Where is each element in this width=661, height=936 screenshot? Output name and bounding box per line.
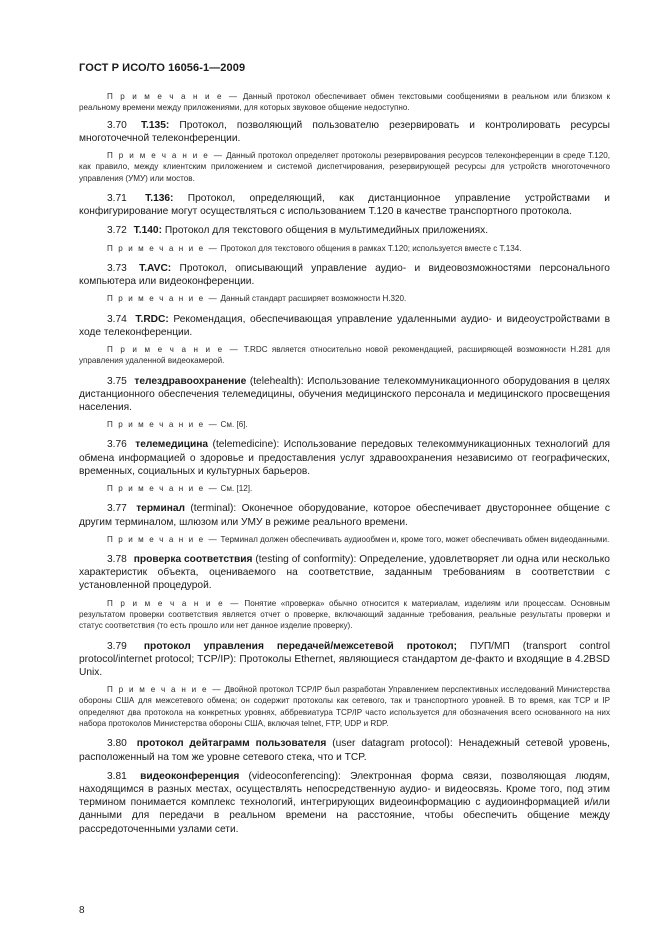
term-number: 3.75 — [107, 375, 127, 387]
note-paragraph — [79, 243, 610, 254]
term-number: 3.81 — [107, 770, 127, 782]
term-definition — [79, 640, 610, 680]
note-text: Данный протокол определяет протоколы резервирования ресурсов телеконференции в среде T.120, как правило, между клиентским приложением и системой диспетчирования, резервирующей ресурсы для устройств многоточечного управления (УМУ) или мостов. — [79, 151, 611, 183]
note-label: П р и м е ч а н и е — — [107, 484, 219, 494]
note-paragraph — [79, 419, 610, 430]
note-text: Данный стандарт расширяет возможности H.320. — [220, 294, 407, 304]
note-paragraph — [79, 534, 610, 545]
note-text: Данный протокол обеспечивает обмен текстовыми сообщениями в реальном или близком к реальному времени между приложениями, для которых звуковое общение недоступно. — [79, 92, 610, 113]
term-name: терминал — [136, 503, 186, 515]
note-text: Двойной протокол TCP/IP был разработан Управлением перспективных исследований Министерства обороны США для межсетевого обмена; он содержит протоколы как сетевого, так и транспортного уровней. В то время, как TCP и IP определяют два протокола на конкретных уровнях, аббревиатура TCP/IP часто используется для обозначения всего основанного на них набора протоколов Министерства обороны США, включая telnet, FTP, UDP и RDP. — [79, 685, 611, 729]
note-label: П р и м е ч а н и е — — [107, 294, 219, 304]
page-number: 8 — [79, 905, 85, 916]
term-definition — [79, 262, 610, 288]
note-text: Терминал должен обеспечивать аудиообмен и, кроме того, может обеспечивать обмен видеоданными. — [220, 534, 610, 544]
note-label: П р и м е ч а н и е — — [107, 685, 223, 695]
term-number: 3.77 — [107, 503, 127, 515]
term-text: Протокол, описывающий управление аудио- и видеовозможностями персонального компьютера или видеоконференции. — [79, 262, 610, 287]
term-text: (testing of conformity): Определение, удовлетворяет ли одна или несколько характеристик объекта, оцениваемого на соответствие, заданным требованиям в соответствии с установленной процедурой. — [79, 554, 610, 592]
note-text: См. [6]. — [220, 420, 248, 430]
note-paragraph — [79, 598, 610, 632]
note-label: П р и м е ч а н и е — — [107, 420, 219, 430]
term-name: проверка соответствия — [133, 554, 253, 566]
term-name: телемедицина — [135, 439, 209, 451]
term-number: 3.73 — [107, 262, 127, 274]
term-name: протокол управления передачей/межсетевой протокол; — [143, 640, 458, 652]
term-text: (user datagram protocol): Ненадежный сетевой уровень, расположенный на том же уровне сетевого стека, что и TCP. — [79, 738, 610, 763]
term-name: T.140: — [133, 225, 162, 237]
note-text: Протокол для текстового общения в рамках T.120; используется вместе с T.134. — [220, 243, 522, 253]
note-paragraph — [79, 483, 610, 494]
term-name: протокол дейтаграмм пользователя — [136, 738, 327, 750]
note-label: П р и м е ч а н и е — — [107, 92, 239, 101]
note-paragraph — [79, 150, 610, 184]
term-name: T.AVC: — [139, 262, 172, 274]
term-text: Протокол для текстового общения в мультимедийных приложениях. — [164, 225, 489, 237]
term-definition — [79, 313, 610, 339]
note-paragraph — [79, 684, 610, 729]
term-name: T.135: — [140, 119, 170, 131]
term-text: (videoconferencing): Электронная форма связи, позволяющая людям, находящимся в разных местах, осуществлять непосредственную аудио- и видеосвязь. Кроме того, под этим термином понимается комплекс технологий, интегрирующих видеоинформацию с аудиоинформацией и/или данными для передачи в реальном времени на расстояние, чтобы обеспечить общение между рассредоточенными узлами сети. — [79, 770, 610, 835]
term-number: 3.72 — [107, 225, 127, 237]
term-number: 3.70 — [107, 119, 127, 131]
term-name: видеоконференция — [140, 770, 240, 782]
note-text: Понятие «проверка» обычно относится к материалам, изделиям или процессам. Основным результатом проверки соответствия является отчет о проверке, включающий заданные требования, реальные результаты проверки и статус соответствия (то есть прошло или нет данное изделие проверку). — [79, 598, 610, 631]
note-label: П р и м е ч а н и е — — [107, 534, 219, 544]
note-paragraph — [79, 344, 610, 367]
term-name: телездравоохранение — [134, 375, 247, 387]
note-paragraph — [79, 293, 610, 304]
note-text: T.RDC является относительно новой рекомендацией, расширяющей возможности H.281 для управления удаленной видеокамерой. — [79, 344, 611, 366]
term-definition — [79, 438, 610, 478]
term-definition — [79, 553, 610, 593]
note-text: См. [12]. — [220, 484, 253, 494]
note-label: П р и м е ч а н и е — — [107, 598, 240, 608]
term-definition — [79, 770, 610, 836]
document-body — [79, 91, 610, 836]
term-name: T.RDC: — [135, 313, 169, 325]
term-name: T.136: — [145, 192, 174, 204]
term-number: 3.79 — [107, 640, 127, 652]
term-number: 3.78 — [107, 554, 127, 566]
term-definition — [79, 224, 610, 237]
note-paragraph — [79, 91, 610, 114]
term-text: Рекомендация, обеспечивающая управление удаленными аудио- и видеоустройствами в ходе телеконференции. — [79, 313, 611, 338]
term-definition — [79, 502, 610, 528]
note-label: П р и м е ч а н и е — — [107, 243, 219, 253]
term-number: 3.71 — [107, 192, 127, 204]
term-text: (terminal): Оконечное оборудование, которое обеспечивает двустороннее общение с другим терминалом, шлюзом или УМУ в режиме реального времени. — [79, 503, 610, 528]
term-definition — [79, 375, 610, 415]
document-header: ГОСТ Р ИСО/ТО 16056-1—2009 — [79, 62, 246, 74]
term-definition — [79, 192, 610, 218]
term-definition — [79, 119, 610, 145]
term-text: Протокол, позволяющий пользователю резервировать и контролировать ресурсы многоточечной телеконференции. — [79, 119, 610, 144]
term-number: 3.80 — [107, 738, 127, 750]
term-text: Протокол, определяющий, как дистанционное управление устройствами и конфигурирование могут осуществляться с использованием T.120 в качестве транспортного протокола. — [79, 192, 610, 218]
note-label: П р и м е ч а н и е — — [107, 151, 224, 160]
term-definition — [79, 737, 610, 763]
term-text: ПУП/МП (transport control protocol/internet protocol; TCP/IP): Протоколы Ethernet, являющиеся стандартом де-факто и входящие в 4.2BSD Unix. — [79, 640, 610, 678]
note-label: П р и м е ч а н и е — — [107, 344, 240, 354]
term-text: (telemedicine): Использование передовых телекоммуникационных технологий для обмена информацией о здоровье и предоставления услуг здравоохранения независимо от географических, временных, социальных и культурных барьеров. — [79, 439, 610, 477]
term-number: 3.74 — [107, 313, 127, 325]
term-number: 3.76 — [107, 439, 127, 451]
term-text: (telehealth): Использование телекоммуникационного оборудования в целях дистанционного обеспечения телемедицины, обучения медицинского персонала и медицинского просвещения населения. — [79, 375, 610, 413]
